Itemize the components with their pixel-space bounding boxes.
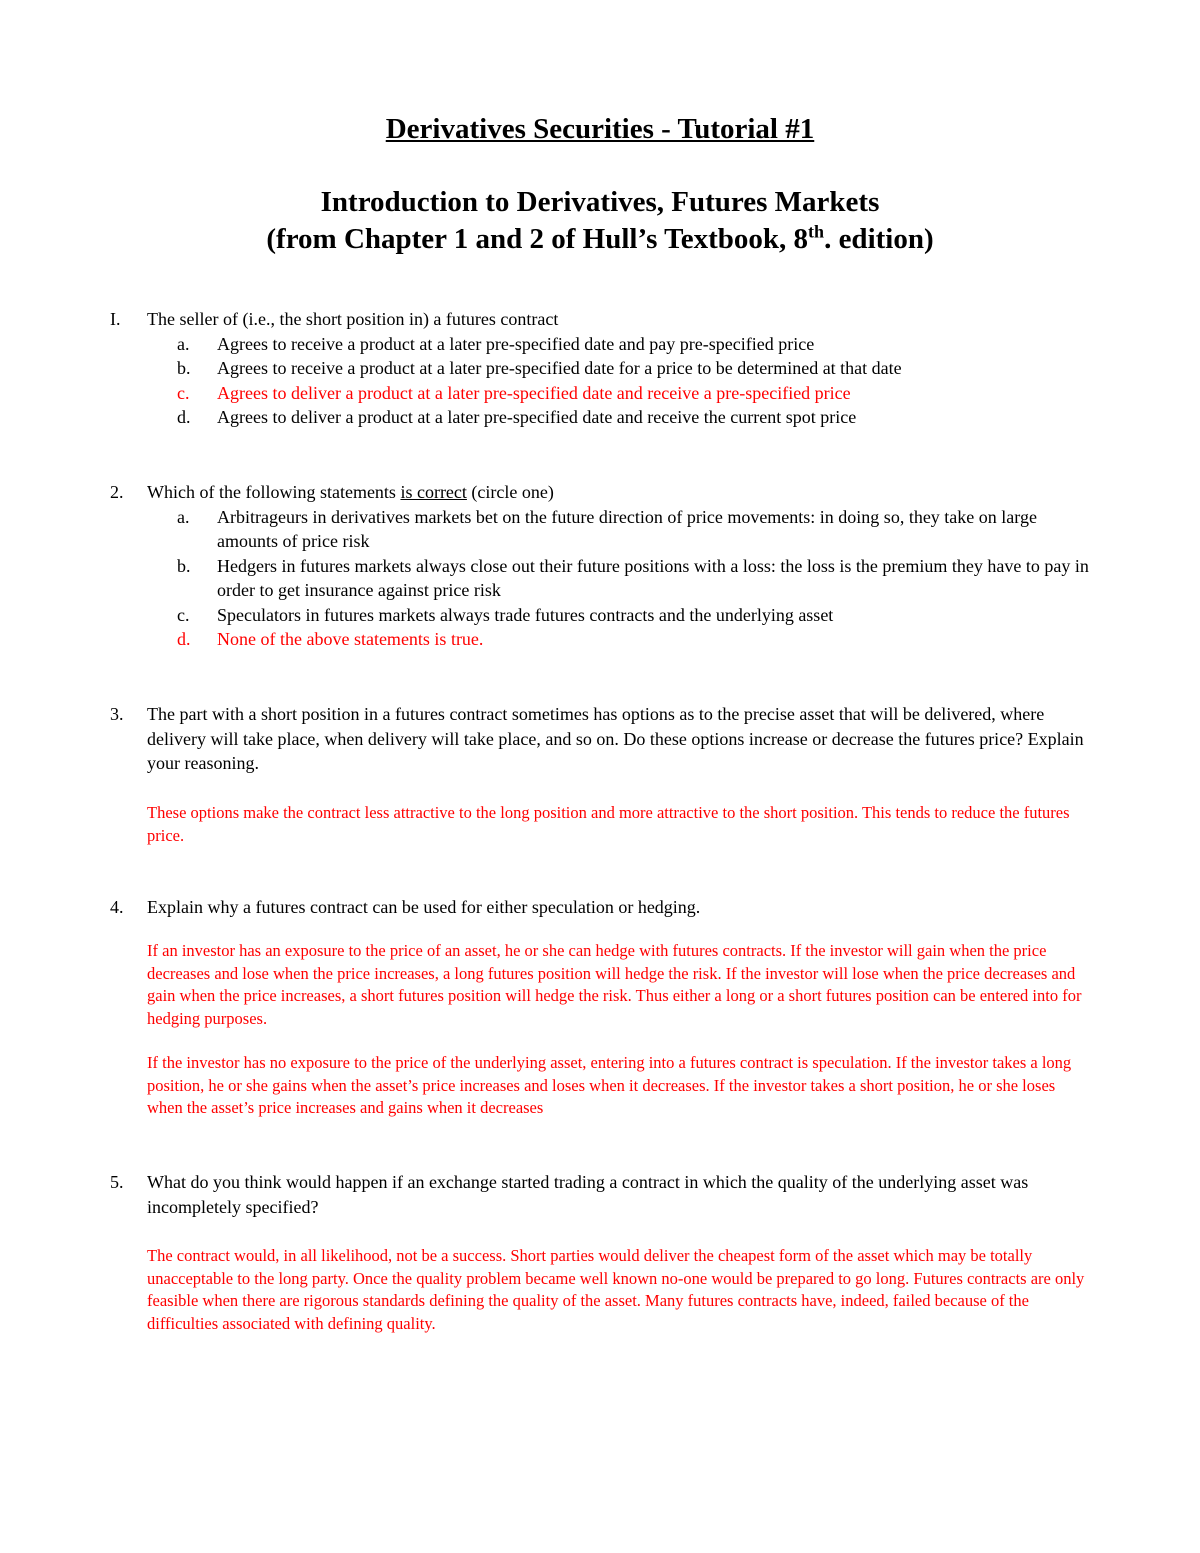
options-list xyxy=(147,332,1097,430)
option-letter: c. xyxy=(177,604,190,625)
option-a xyxy=(147,505,1097,554)
option-b xyxy=(147,356,1097,381)
question-text: The seller of (i.e., the short position in) a futures contract xyxy=(147,309,559,329)
option-letter: a. xyxy=(177,333,190,354)
question-number: 2. xyxy=(110,482,124,502)
answer-block xyxy=(147,940,1087,1120)
option-text: Agrees to receive a product at a later pre-specified date for a price to be determined at that date xyxy=(217,358,902,378)
answer-text: The contract would, in all likelihood, not be a success. Short parties would deliver the cheapest form of the asset which may be totally unacceptable to the long party. Once the quality problem became well known no-one would be prepared to go long. Futures contracts are only feasible when there are rigorous standards defining the quality of the asset. Many futures contracts have, indeed, failed because of the difficulties associated with defining quality. xyxy=(147,1246,1085,1333)
options-list xyxy=(147,505,1097,652)
option-d-correct xyxy=(147,627,1097,652)
option-letter: d. xyxy=(177,629,191,649)
option-text: None of the above statements is true. xyxy=(217,629,484,649)
question-number: 4. xyxy=(110,897,124,917)
question-text: The part with a short position in a futures contract sometimes has options as to the precise asset that will be delivered, where delivery will take place, when delivery will take place, and so on. Do these options increase or decrease the futures price? Explain your reasoning. xyxy=(147,704,1084,773)
option-c-correct xyxy=(147,381,1097,406)
option-text: Agrees to deliver a product at a later pre-specified date and receive the current spot price xyxy=(217,407,857,427)
option-letter: d. xyxy=(177,407,191,427)
answer-text: These options make the contract less attractive to the long position and more attractive to the short position. This tends to reduce the futures price. xyxy=(147,803,1070,845)
question-number: 5. xyxy=(110,1172,124,1192)
question-text-underlined: is correct xyxy=(400,482,467,502)
question-text: What do you think would happen if an exchange started trading a contract in which the quality of the underlying asset was incompletely specified? xyxy=(147,1172,1029,1217)
option-letter: b. xyxy=(177,555,191,576)
question-number: I. xyxy=(110,309,121,329)
option-letter: b. xyxy=(177,358,191,378)
option-b xyxy=(147,554,1097,603)
option-text: Agrees to receive a product at a later pre-specified date and pay pre-specified price xyxy=(217,333,815,354)
question-text: Explain why a futures contract can be used for either speculation or hedging. xyxy=(147,897,701,917)
document-title: Derivatives Securities - Tutorial #1 xyxy=(385,113,815,145)
option-a xyxy=(147,332,1097,357)
answer-paragraph-2: If the investor has no exposure to the price of the underlying asset, entering into a futures contract is speculation. If the investor takes a long position, he or she gains when the asset’s price increases and loses when it decreases. If the investor takes a short position, he or she loses when the asset’s price increases and gains when it decreases xyxy=(147,1053,1072,1117)
subtitle-line-2-end: . edition) xyxy=(824,223,934,255)
question-text xyxy=(147,480,1097,505)
option-c xyxy=(147,603,1097,628)
option-letter: a. xyxy=(177,506,190,527)
option-text: Speculators in futures markets always trade futures contracts and the underlying asset xyxy=(217,604,834,625)
question-text-end: (circle one) xyxy=(466,482,554,502)
option-letter: c. xyxy=(177,382,190,403)
option-text: Arbitrageurs in derivatives markets bet on the future direction of price movements: in doing so, they take on large amounts of price risk xyxy=(217,506,1037,551)
answer-paragraph-1: If an investor has an exposure to the price of an asset, he or she can hedge with futures contracts. If the investor will gain when the price decreases and lose when the price increases, a long futures position will hedge the risk. If the investor will lose when the price decreases and gain when the price increases, a short futures position will hedge the risk. Thus either a long or a short futures position can be entered into for hedging purposes. xyxy=(147,941,1082,1028)
question-text-start: Which of the following statements xyxy=(147,482,401,502)
subtitle-superscript: th xyxy=(808,221,825,242)
document-subtitle-line-2 xyxy=(0,222,1200,256)
option-text: Agrees to deliver a product at a later pre-specified date and receive a pre-specified price xyxy=(217,382,851,403)
question-number: 3. xyxy=(110,704,124,724)
document-subtitle-line-1: Introduction to Derivatives, Futures Markets xyxy=(320,186,880,218)
option-d xyxy=(147,405,1097,430)
option-text: Hedgers in futures markets always close out their future positions with a loss: the loss is the premium they have to pay in order to get insurance against price risk xyxy=(217,555,1089,600)
subtitle-line-2-start: (from Chapter 1 and 2 of Hull’s Textbook, 8 xyxy=(266,223,809,255)
